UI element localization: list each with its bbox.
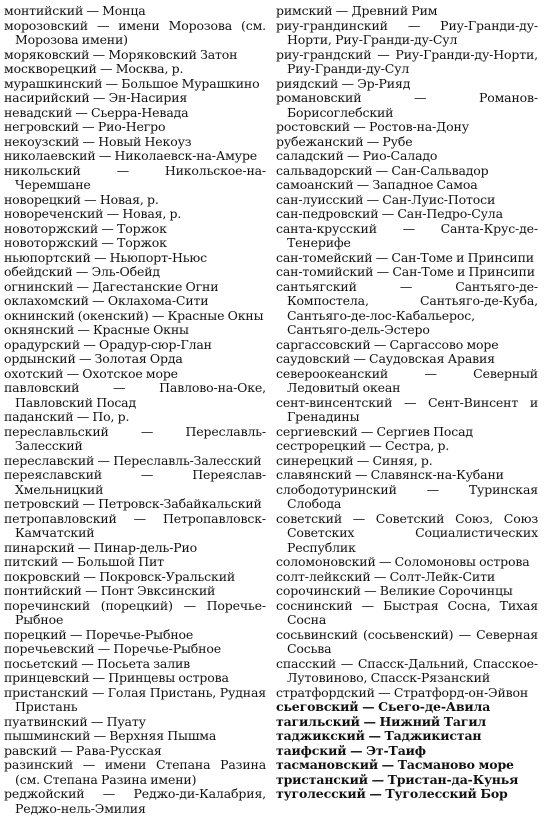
dictionary-entry: покровский — Покровск-Уральский: [4, 568, 236, 584]
dictionary-entry: морозовский — имени Морозова (см. Морозова имени): [4, 17, 266, 47]
dictionary-entry: стратфордский — Стратфорд-он-Эйвон: [276, 684, 529, 700]
dictionary-entry: самоанский — Западное Самоа: [276, 177, 478, 192]
dictionary-entry: североокеанский — Северный Ледовитый океан: [276, 365, 538, 395]
dictionary-entry: ростовский — Ростов-на-Дону: [276, 119, 469, 134]
dictionary-entry: питский — Большой Пит: [4, 554, 164, 569]
dictionary-entry: петропавловский — Петропавловск-Камчатский: [4, 510, 266, 540]
dictionary-entry: орадурский — Орадур-сюр-Глан: [4, 336, 212, 352]
dictionary-entry: никольский — Никольское-на-Черемшане: [4, 162, 266, 192]
left-column: [4, 4, 266, 828]
dictionary-entry: туголесский — Туголесский Бор: [276, 786, 508, 801]
dictionary-entry: сент-винсентский — Сент-Винсент и Гренадины: [276, 394, 538, 424]
dictionary-entry: разинский — имени Степана Разина (см. Степана Разина имени): [4, 757, 266, 787]
dictionary-entry: сальвадорский — Сан-Сальвадор: [276, 162, 489, 178]
dictionary-entry: тристанский — Тристан-да-Кунья: [276, 771, 519, 787]
dictionary-entry: славянский — Славянск-на-Кубани: [276, 467, 504, 482]
dictionary-entry: павловский — Павлово-на-Оке, Павловский Посад: [4, 380, 266, 410]
dictionary-entry: невадский — Сьерра-Невада: [4, 104, 189, 120]
dictionary-entry: новоторжский — Торжок: [4, 220, 167, 236]
dictionary-entry: николаевский — Николаевск-на-Амуре: [4, 148, 258, 163]
dictionary-entry: сан-томейский — Сан-Томе и Принсипи: [276, 249, 534, 265]
dictionary-entry: переславльский — Переславль-Залесский: [4, 423, 266, 453]
dictionary-entry: сергиевский — Сергиев Посад: [276, 423, 473, 439]
dictionary-entry: принцевский — Принцевы острова: [4, 670, 229, 685]
dictionary-entry: сосьвинский (сосьвенский) — Северная Сосьва: [276, 626, 538, 656]
dictionary-entry: пинарский — Пинар-дель-Рио: [4, 539, 198, 555]
dictionary-entry: сантьягский — Сантьяго-де-Компостела, Сантьяго-де-Куба, Сантьяго-де-лос-Кабальерос, Сантьяго-дель-Эстеро: [276, 278, 538, 337]
dictionary-entry: романовский — Романов-Борисоглебский: [276, 90, 538, 120]
dictionary-entry: риу-грандинский — Риу-Гранди-ду-Норти, Риу-Гранди-ду-Сул: [276, 17, 538, 47]
dictionary-entry: солт-лейкский — Солт-Лейк-Сити: [276, 568, 496, 584]
dictionary-entry: тасмановский — Тасманово море: [276, 757, 514, 772]
dictionary-entry: моряковский — Моряковский Затон: [4, 46, 238, 62]
dictionary-entry: пышминский — Верхняя Пышма: [4, 728, 217, 743]
dictionary-entry: некоузский — Новый Некоуз: [4, 133, 192, 149]
dictionary-entry: равский — Рава-Русская: [4, 742, 162, 758]
dictionary-entry: окнинский (окенский) — Красные Окны: [4, 307, 264, 323]
dictionary-entry: рубежанский — Рубе: [276, 133, 413, 149]
right-column: [276, 4, 538, 828]
dictionary-entry: соснинский — Быстрая Сосна, Тихая Сосна: [276, 597, 538, 627]
dictionary-entry: переяславский — Переяслав-Хмельницкий: [4, 467, 266, 497]
dictionary-entry: слободотуринский — Туринская Слобода: [276, 481, 538, 511]
dictionary-entry: москворецкий — Москва, р.: [4, 61, 184, 76]
dictionary-entry: новореченский — Новая, р.: [4, 206, 182, 221]
dictionary-entry: оклахомский — Оклахома-Сити: [4, 293, 209, 308]
dictionary-entry: переславский — Переславль-Залесский: [4, 452, 262, 468]
dictionary-entry: реджойский — Реджо-ди-Калабрия, Реджо-нель-Эмилия: [4, 786, 266, 816]
dictionary-entry: ньюпортский — Ньюпорт-Ньюс: [4, 249, 207, 265]
dictionary-entry: спасский — Спасск-Дальний, Спасское-Лутовиново, Спасск-Рязанский: [276, 655, 538, 685]
dictionary-entry: санта-крусский — Санта-Крус-де-Тенерифе: [276, 220, 538, 250]
dictionary-entry: обейдский — Эль-Обейд: [4, 264, 160, 279]
dictionary-entry: римский — Древний Рим: [276, 3, 438, 18]
dictionary-entry: сестрорецкий — Сестра, р.: [276, 438, 450, 453]
dictionary-entry: тагильский — Нижний Тагил: [276, 713, 487, 729]
dictionary-entry: мурашкинский — Большое Мурашкино: [4, 75, 260, 91]
dictionary-entry: ордынский — Золотая Орда: [4, 351, 183, 366]
dictionary-entry: окнянский — Красные Окны: [4, 322, 189, 337]
dictionary-entry: насирийский — Эн-Насирия: [4, 90, 188, 105]
dictionary-entry: охотский — Охотское море: [4, 365, 178, 381]
dictionary-entry: понтийский — Понт Эвксинский: [4, 583, 216, 598]
dictionary-entry: сан-педровский — Сан-Педро-Сула: [276, 206, 503, 221]
dictionary-entry: советский — Советский Союз, Союз Советских Социалистических Республик: [276, 510, 538, 555]
dictionary-entry: саладский — Рио-Саладо: [276, 148, 438, 163]
dictionary-entry: порецкий — Поречье-Рыбное: [4, 626, 194, 642]
dictionary-entry: риядский — Эр-Рияд: [276, 75, 411, 91]
dictionary-entry: сьеговский — Сьего-де-Авила: [276, 699, 491, 714]
dictionary-entry: посьетский — Посьета залив: [4, 655, 191, 671]
dictionary-entry: пуатвинский — Пуату: [4, 713, 146, 729]
dictionary-entry: новорецкий — Новая, р.: [4, 191, 159, 207]
dictionary-entry: пристанский — Голая Пристань, Рудная Пристань: [4, 684, 266, 714]
dictionary-entry: новоторжский — Торжок: [4, 235, 167, 250]
dictionary-entry: негровский — Рио-Негро: [4, 119, 166, 134]
dictionary-entry: таифский — Эт-Таиф: [276, 742, 426, 758]
dictionary-entry: сан-томийский — Сан-Томе и Принсипи: [276, 264, 535, 279]
dictionary-entry: сан-луисский — Сан-Луис-Потоси: [276, 191, 496, 207]
dictionary-entry: паданский — По, р.: [4, 409, 130, 424]
dictionary-entry: синерецкий — Синяя, р.: [276, 452, 433, 468]
dictionary-entry: таджикский — Таджикистан: [276, 728, 482, 743]
dictionary-entry: петровский — Петровск-Забайкальский: [4, 496, 262, 511]
dictionary-entry: саудовский — Саудовская Аравия: [276, 351, 495, 366]
dictionary-entry: огнинский — Дагестанские Огни: [4, 278, 219, 294]
dictionary-entry: соломоновский — Соломоновы острова: [276, 554, 530, 569]
dictionary-entry: монтийский — Монца: [4, 3, 146, 18]
dictionary-entry: поречинский (порецкий) — Поречье-Рыбное: [4, 597, 266, 627]
dictionary-entry: саргассовский — Саргассово море: [276, 336, 499, 352]
dictionary-entry: сорочинский — Великие Сорочинцы: [276, 583, 513, 598]
dictionary-entry: риу-грандский — Риу-Гранди-ду-Норти, Риу-Гранди-ду-Сул: [276, 46, 538, 76]
dictionary-entry: поречьевский — Поречье-Рыбное: [4, 641, 221, 656]
